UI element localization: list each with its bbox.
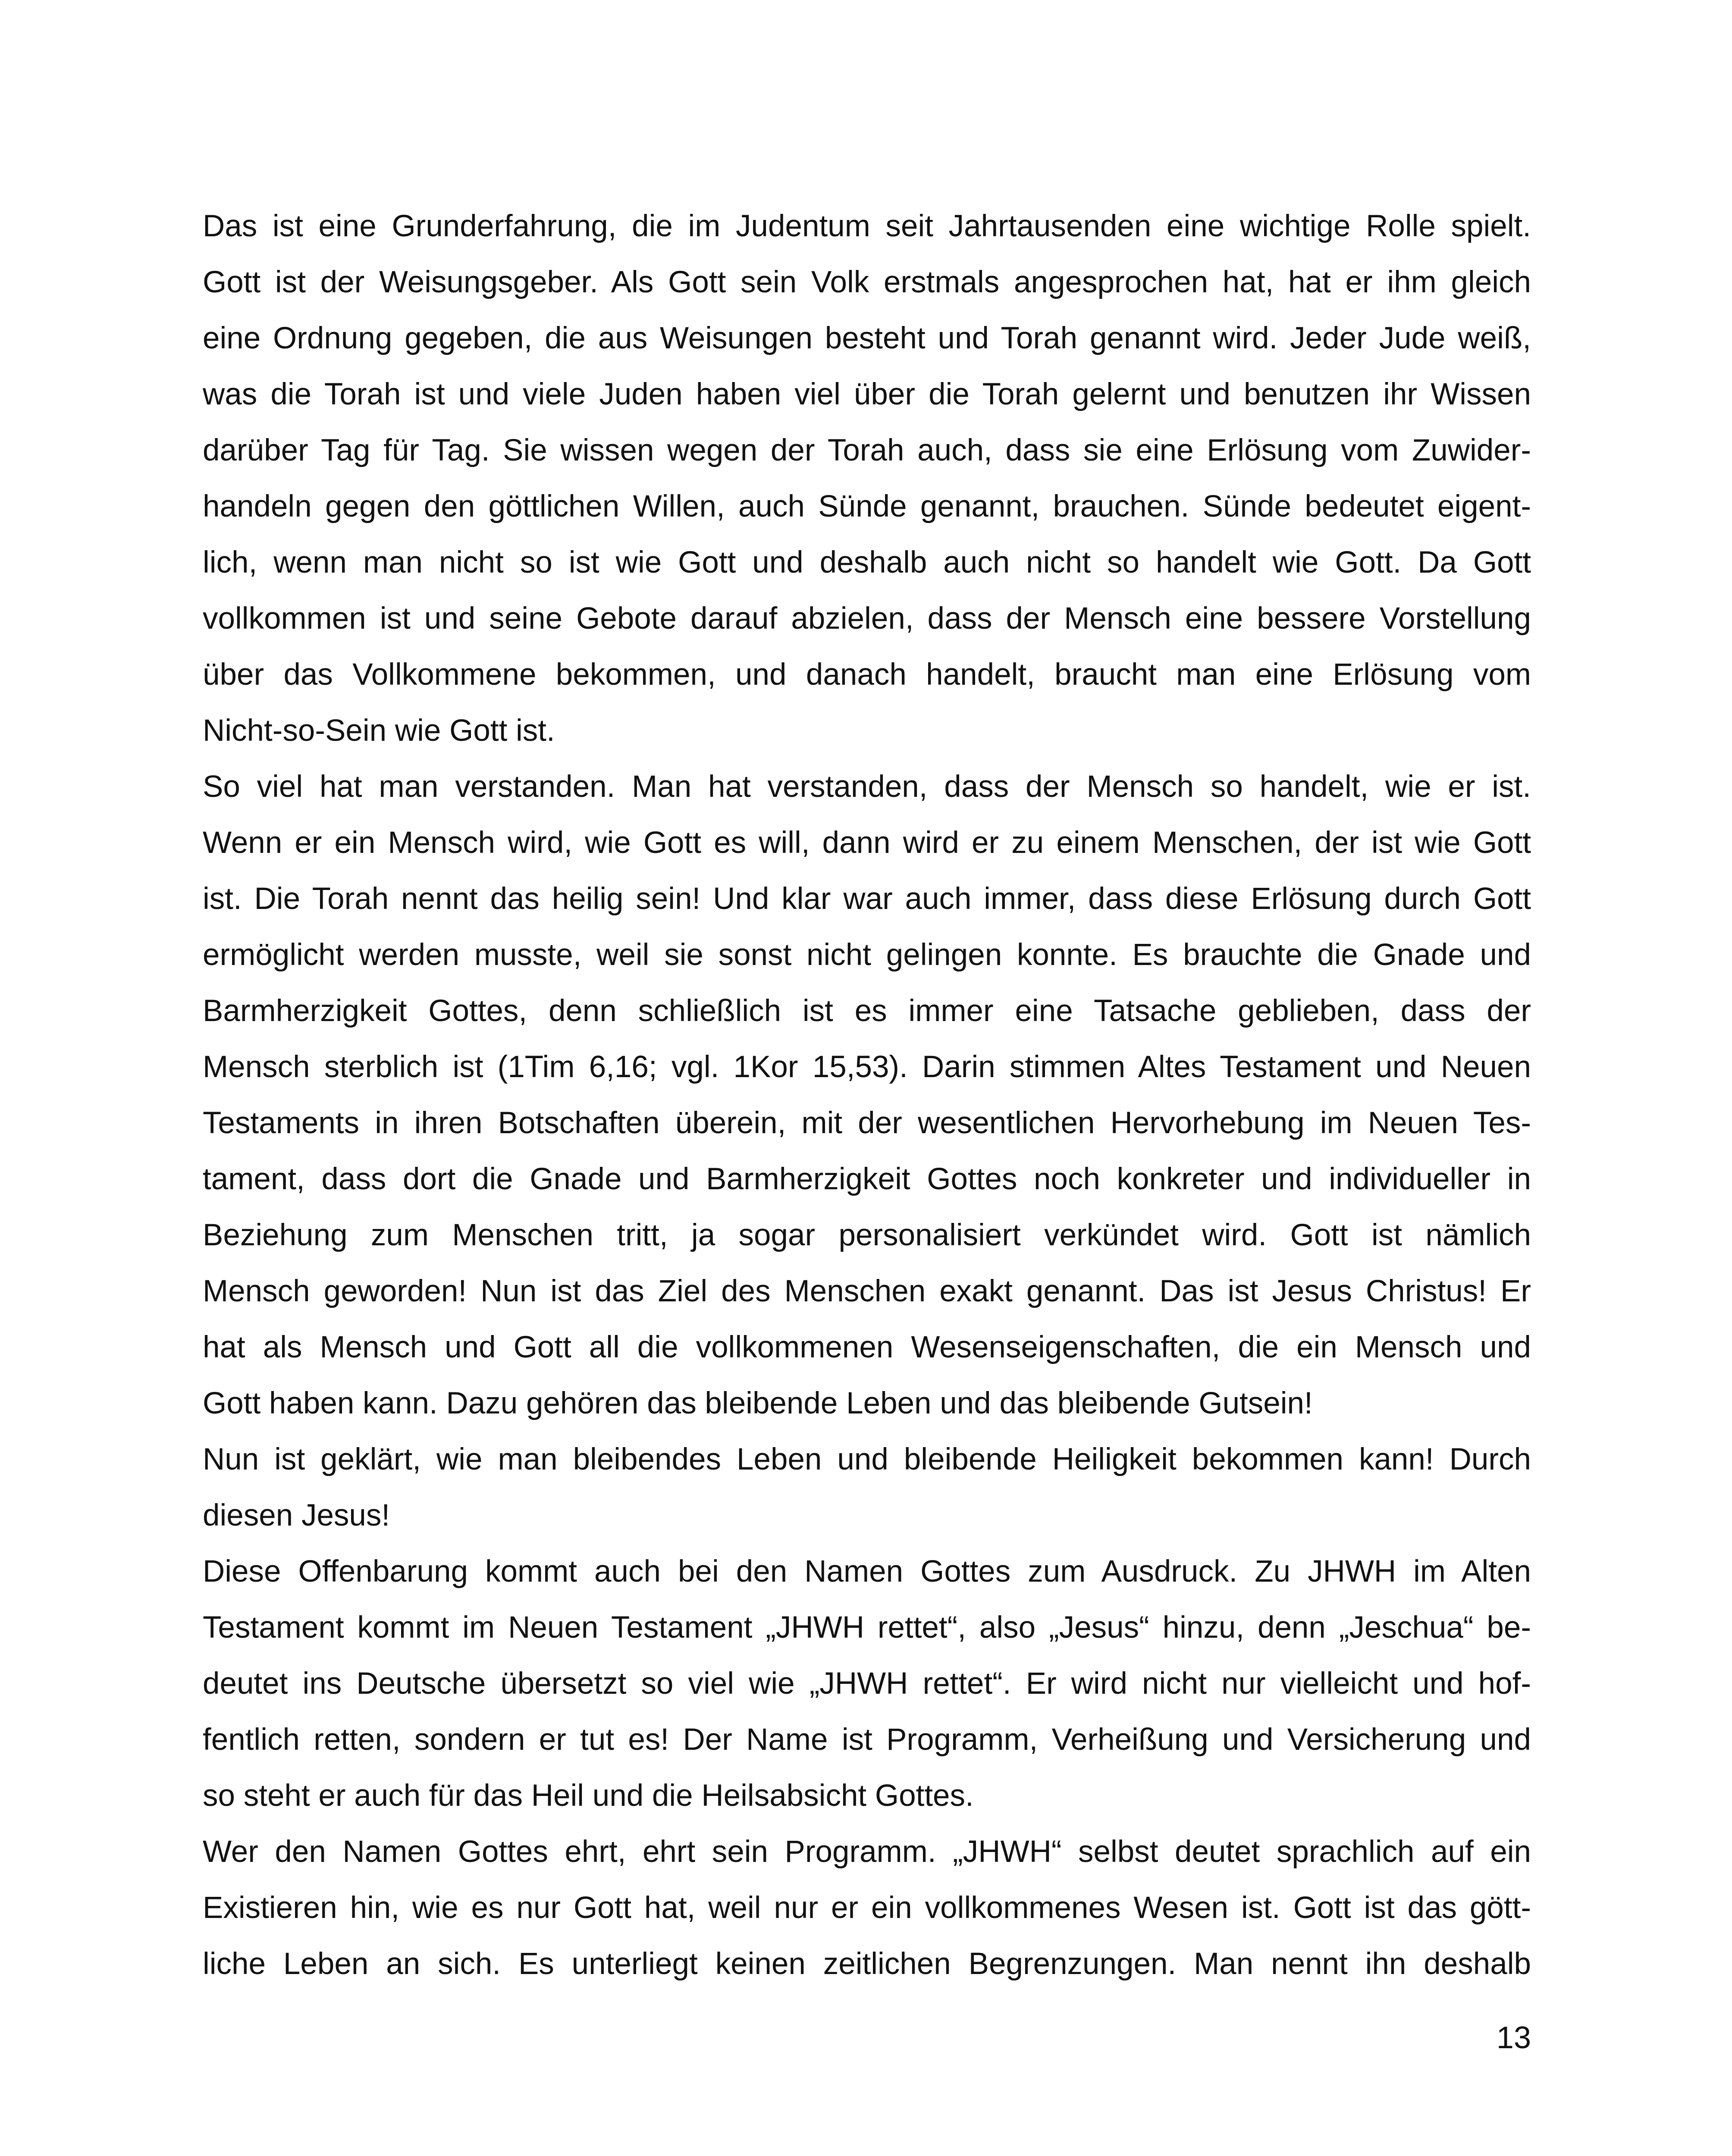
text-line: Gott ist der Weisungsgeber. Als Gott sein Volk erstmals angesprochen hat, hat er ihm gleich xyxy=(203,265,1531,299)
text-line: darüber Tag für Tag. Sie wissen wegen der Torah auch, dass sie eine Erlösung vom Zuwider- xyxy=(203,433,1531,467)
text-line: vollkommen ist und seine Gebote darauf abzielen, dass der Mensch eine bessere Vorstellung xyxy=(203,602,1531,636)
text-line: handeln gegen den göttlichen Willen, auch Sünde genannt, brauchen. Sünde bedeutet eigent- xyxy=(203,489,1531,523)
text-line: was die Torah ist und viele Juden haben viel über die Torah gelernt und benutzen ihr Wissen xyxy=(203,377,1531,411)
text-line: Existieren hin, wie es nur Gott hat, weil nur er ein vollkommenes Wesen ist. Gott ist das gött- xyxy=(203,1891,1531,1925)
text-line: so steht er auch für das Heil und die Heilsabsicht Gottes. xyxy=(203,1779,974,1813)
text-line: Gott haben kann. Dazu gehören das bleibende Leben und das bleibende Gutsein! xyxy=(203,1386,1313,1420)
text-line: Testaments in ihren Botschaften überein, mit der wesentlichen Hervorhebung im Neuen Tes- xyxy=(203,1106,1531,1140)
text-line: Wenn er ein Mensch wird, wie Gott es will, dann wird er zu einem Menschen, der ist wie Gott xyxy=(203,826,1531,860)
text-line: liche Leben an sich. Es unterliegt keinen zeitlichen Begrenzungen. Man nennt ihn deshalb xyxy=(203,1947,1531,1981)
text-line: Barmherzigkeit Gottes, denn schließlich ist es immer eine Tatsache geblieben, dass der xyxy=(203,994,1531,1028)
text-line: hat als Mensch und Gott all die vollkommenen Wesenseigenschaften, die ein Mensch und xyxy=(203,1330,1531,1364)
text-line: fentlich retten, sondern er tut es! Der Name ist Programm, Verheißung und Versicherung und xyxy=(203,1723,1531,1757)
body-text xyxy=(203,198,1531,1992)
text-line: Das ist eine Grunderfahrung, die im Judentum seit Jahrtausenden eine wichtige Rolle spielt. xyxy=(203,209,1531,243)
text-line: eine Ordnung gegeben, die aus Weisungen besteht und Torah genannt wird. Jeder Jude weiß, xyxy=(203,321,1531,355)
text-line: lich, wenn man nicht so ist wie Gott und deshalb auch nicht so handelt wie Gott. Da Gott xyxy=(203,545,1531,580)
text-line: Beziehung zum Menschen tritt, ja sogar personalisiert verkündet wird. Gott ist nämlich xyxy=(203,1218,1531,1252)
text-line: diesen Jesus! xyxy=(203,1498,390,1532)
text-line: deutet ins Deutsche übersetzt so viel wie „JHWH rettet“. Er wird nicht nur vielleicht und hof- xyxy=(203,1667,1531,1701)
page-number: 13 xyxy=(1496,2021,1531,2055)
text-line: Mensch sterblich ist (1Tim 6,16; vgl. 1Kor 15,53). Darin stimmen Altes Testament und Neuen xyxy=(203,1050,1531,1084)
text-line: Nicht-so-Sein wie Gott ist. xyxy=(203,714,555,748)
text-line: ermöglicht werden musste, weil sie sonst nicht gelingen konnte. Es brauchte die Gnade und xyxy=(203,938,1531,972)
text-line: ist. Die Torah nennt das heilig sein! Und klar war auch immer, dass diese Erlösung durch Gott xyxy=(203,882,1531,916)
text-line: Diese Offenbarung kommt auch bei den Namen Gottes zum Ausdruck. Zu JHWH im Alten xyxy=(203,1554,1531,1589)
text-line: Nun ist geklärt, wie man bleibendes Leben und bleibende Heiligkeit bekommen kann! Durch xyxy=(203,1442,1531,1476)
text-line: Mensch geworden! Nun ist das Ziel des Menschen exakt genannt. Das ist Jesus Christus! Er xyxy=(203,1274,1531,1308)
text-line: Testament kommt im Neuen Testament „JHWH rettet“, also „Jesus“ hinzu, denn „Jeschua“ be- xyxy=(203,1611,1531,1645)
text-line: So viel hat man verstanden. Man hat verstanden, dass der Mensch so handelt, wie er ist. xyxy=(203,770,1531,804)
text-line: Wer den Namen Gottes ehrt, ehrt sein Programm. „JHWH“ selbst deutet sprachlich auf ein xyxy=(203,1835,1531,1869)
text-line: über das Vollkommene bekommen, und danach handelt, braucht man eine Erlösung vom xyxy=(203,658,1531,692)
text-line: tament, dass dort die Gnade und Barmherzigkeit Gottes noch konkreter und individueller in xyxy=(203,1162,1531,1196)
